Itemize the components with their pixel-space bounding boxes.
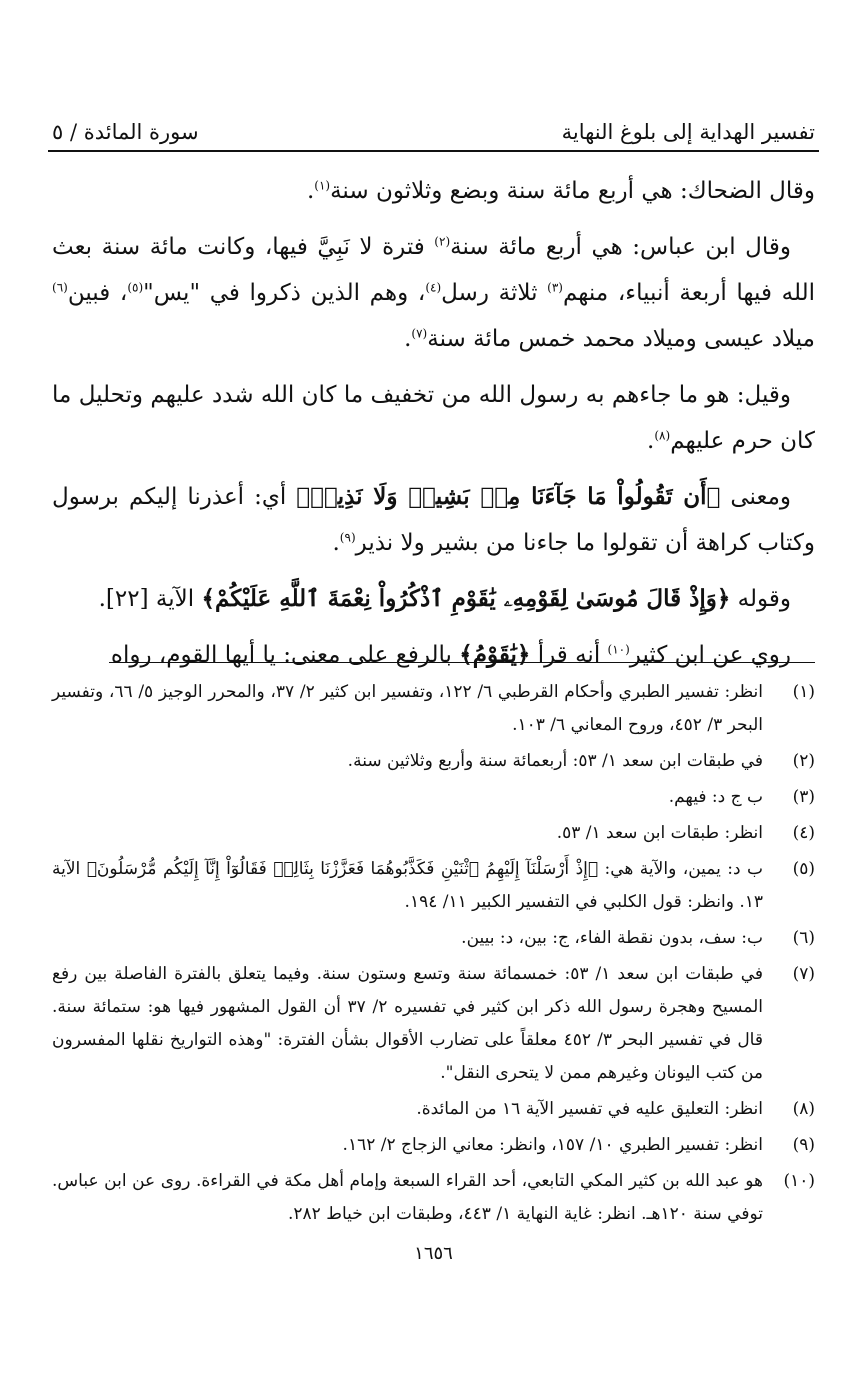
footnote-ref: (٤) [425,280,442,295]
paragraph-5: وقوله ﴿وَإِذْ قَالَ مُوسَىٰ لِقَوْمِهِۦ يَٰقَوْمِ ٱذْكُرُواْ نِعْمَةَ ٱللَّهِ عَلَيْكُمْ﴾ الآية [٢٢]. [98,585,791,612]
footnote-ref: (١٠) [607,642,630,657]
footnote-text: انظر: التعليق عليه في تفسير الآية ١٦ من المائدة. [416,1099,763,1119]
footnote-ref: (٢) [434,234,451,249]
footnote-number: (٢) [792,751,815,771]
footnote [52,853,815,919]
footnote-number: (١) [792,682,815,702]
footnote [52,1129,815,1162]
footnote-number: (٩) [792,1135,815,1155]
footnote [52,922,815,955]
footnote-ref: (٦) [52,280,68,295]
footnote-ref: (٥) [127,280,144,295]
footnote-number: (٨) [792,1099,815,1119]
page-number: ١٦٥٦ [414,1243,453,1264]
footnote [52,1093,815,1126]
paragraph-6: روي عن ابن كثير$^{(١٠)}$ أنه قرأ ﴿يَٰقَوْمُ﴾ بالرفع على معنى: يا أيها القوم، رواه [110,641,791,668]
footnote-ref: (٩) [339,530,356,545]
paragraph-1: وقال الضحاك: هي أربع مائة سنة وبضع وثلاثون سنة$^{(١)}$. [306,178,815,204]
book-title: تفسير الهداية إلى بلوغ النهاية [561,120,815,144]
footnote-ref: (١) [314,178,331,193]
footnote-text: في طبقات ابن سعد ١/ ٥٣: خمسمائة سنة وتسع وستون سنة. وفيما يتعلق بالفترة الفاصلة بين رفع المسيح وهجرة رسول الله ذكر ابن كثير في تفسيره ٢/ ٣٧ أن القول المشهور فيها هو: ستمائة سنة. قال في تفسير البحر ٣/ ٤٥٢ معلقاً على تضارب الأقوال بشأن الفترة: "وهذه التواريخ نقلها المفسرون من كتب اليونان وغيرهم ممن لا يتحرى النقل". [52,964,764,1083]
footnote [52,958,815,1090]
footnote-ref: (٧) [411,326,428,341]
quran-verse: ﴿وَإِذْ قَالَ مُوسَىٰ لِقَوْمِهِۦ يَٰقَوْمِ ٱذْكُرُواْ نِعْمَةَ ٱللَّهِ عَلَيْكُمْ﴾ [201,585,731,612]
surah-label: سورة المائدة / ٥ [52,120,199,144]
footnote [52,676,815,742]
header-divider [48,150,819,152]
footnote [52,745,815,778]
footnote-text: انظر: طبقات ابن سعد ١/ ٥٣. [556,823,763,843]
quran-verse: ﴿يَٰقَوْمُ﴾ [459,641,531,668]
footnote-text: ب د: يمين، والآية هي: ﴿إِذْ أَرْسَلْنَآ إِلَيْهِمُ ٱثْنَيْنِ فَكَذَّبُوهُمَا فَعَزَّزْنَا بِثَالِثٖ فَقَالُوٓاْ إِنَّآ إِلَيْكُم مُّرْسَلُونَ﴾ الآية ١٣. وانظر: قول الكلبي في التفسير الكبير ١١/ ١٩٤. [52,859,763,912]
footnote-text: هو عبد الله بن كثير المكي التابعي، أحد القراء السبعة وإمام أهل مكة في القراءة. روى عن ابن عباس. توفي سنة ١٢٠هـ. انظر: غاية النهاية ١/ ٤٤٣، وطبقات ابن خياط ٢٨٢. [52,1171,763,1224]
footnote-number: (٥) [792,859,815,879]
footnote-text: ب: سف، بدون نقطة الفاء، ج: بين، د: بيين. [461,928,763,948]
footnote [52,1165,815,1231]
footnote-number: (٤) [792,823,815,843]
footnote-text: في طبقات ابن سعد ١/ ٥٣: أربعمائة سنة وأربع وثلاثين سنة. [347,751,763,771]
footnote-number: (١٠) [783,1171,815,1191]
footnote-ref: (٨) [654,428,671,443]
footnote-divider [109,662,815,663]
footnote-ref: (٣) [547,280,563,295]
paragraph-2: وقال ابن عباس: هي أربع مائة سنة$^{(٢)}$ فترة لا نَبِيَّ فيها، وكانت مائة سنة بعث الله فيها أربعة أنبياء، منهم$^{(٣)}$ ثلاثة رسل$^{(٤)}$، وهم الذين ذكروا في "يس"$^{(٥)}$، فبين$^{(٦)}$ ميلاد عيسى وميلاد محمد خمس مائة سنة$^{(٧)}$. [52,234,815,352]
paragraph-3: وقيل: هو ما جاءهم به رسول الله من تخفيف ما كان الله شدد عليهم وتحليل ما كان حرم عليهم$^{(٨)}$. [52,382,815,454]
footnote-number: (٣) [792,787,815,807]
main-text [52,168,815,688]
footnote-text: انظر: تفسير الطبري وأحكام القرطبي ٦/ ١٢٢، وتفسير ابن كثير ٢/ ٣٧، والمحرر الوجيز ٥/ ٦٦، وتفسير البحر ٣/ ٤٥٢، وروح المعاني ٦/ ١٠٣. [52,682,763,735]
quran-verse: ﴿أَن تَقُولُواْ مَا جَآءَنَا مِنۢ بَشِيرٖ وَلَا نَذِيرٖ﴾ [296,483,721,510]
paragraph-4: ومعنى ﴿أَن تَقُولُواْ مَا جَآءَنَا مِنۢ بَشِيرٖ وَلَا نَذِيرٖ﴾ أي: أعذرنا إليكم برسول وكتاب كراهة أن تقولوا ما جاءنا من بشير ولا نذير$^{(٩)}$. [52,483,815,556]
footnote [52,817,815,850]
footnotes [52,676,815,1234]
running-header [52,100,815,144]
footnote [52,781,815,814]
footnote-number: (٦) [792,928,815,948]
footnote-number: (٧) [792,964,815,984]
footnote-text: انظر: تفسير الطبري ١٠/ ١٥٧، وانظر: معاني الزجاج ٢/ ١٦٢. [342,1135,763,1155]
footnote-text: ب ج د: فيهم. [668,787,763,807]
